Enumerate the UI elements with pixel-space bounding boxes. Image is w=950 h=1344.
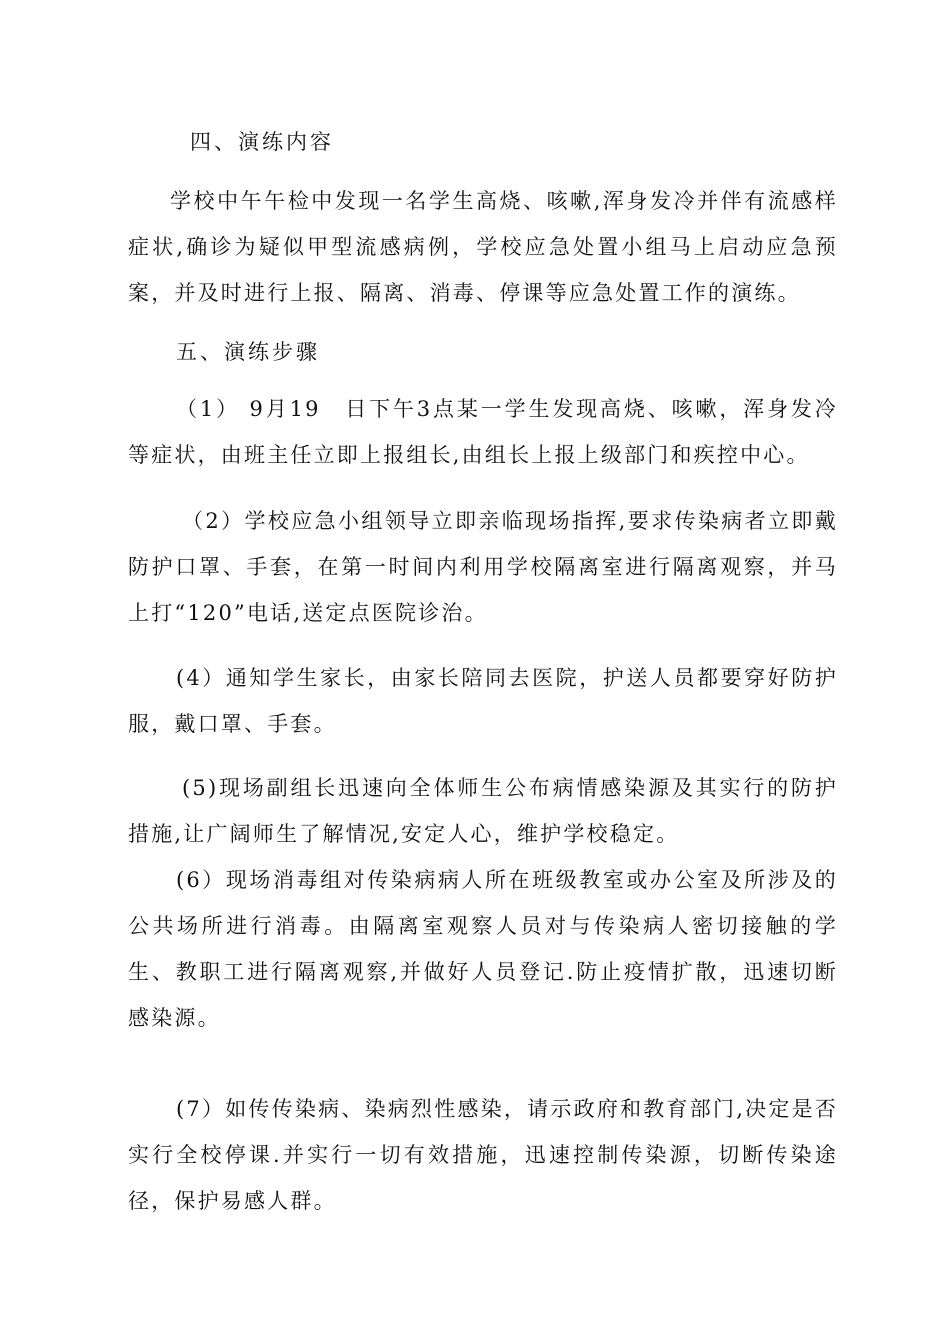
- step-item-1: （1） 9月19 日下午3点某一学生发现高烧、咳嗽，浑身发冷等症状，由班主任立即上报组长,由组长上报上级部门和疾控中心。: [128, 397, 838, 467]
- step-item-4: (4）通知学生家长，由家长陪同去医院，护送人员都要穿好防护服，戴口罩、手套。: [128, 666, 838, 736]
- paragraph-drill-content: 学校中午午检中发现一名学生高烧、咳嗽,浑身发冷并伴有流感样症状,确诊为疑似甲型流感病例，学校应急处置小组马上启动应急预案，并及时进行上报、隔离、消毒、停课等应急处置工作的演练。: [128, 189, 838, 305]
- section-heading-drill-content: 四、演练内容: [190, 130, 334, 154]
- step-item-2: （2）学校应急小组领导立即亲临现场指挥,要求传染病者立即戴防护口罩、手套，在第一时间内利用学校隔离室进行隔离观察，并马上打“120”电话,送定点医院诊治。: [128, 509, 838, 625]
- step-item-6: (6）现场消毒组对传染病病人所在班级教室或办公室及所涉及的公共场所进行消毒。由隔离室观察人员对与传染病人密切接触的学生、教职工进行隔离观察,并做好人员登记.防止疫情扩散，迅速切断感染源。: [128, 868, 838, 1030]
- section-heading-drill-steps: 五、演练步骤: [176, 340, 320, 364]
- step-item-7: (7）如传传染病、染病烈性感染，请示政府和教育部门,决定是否实行全校停课.并实行一切有效措施，迅速控制传染源，切断传染途径，保护易感人群。: [128, 1097, 838, 1213]
- step-item-5: (5)现场副组长迅速向全体师生公布病情感染源及其实行的防护措施,让广阔师生了解情况,安定人心，维护学校稳定。: [128, 776, 838, 846]
